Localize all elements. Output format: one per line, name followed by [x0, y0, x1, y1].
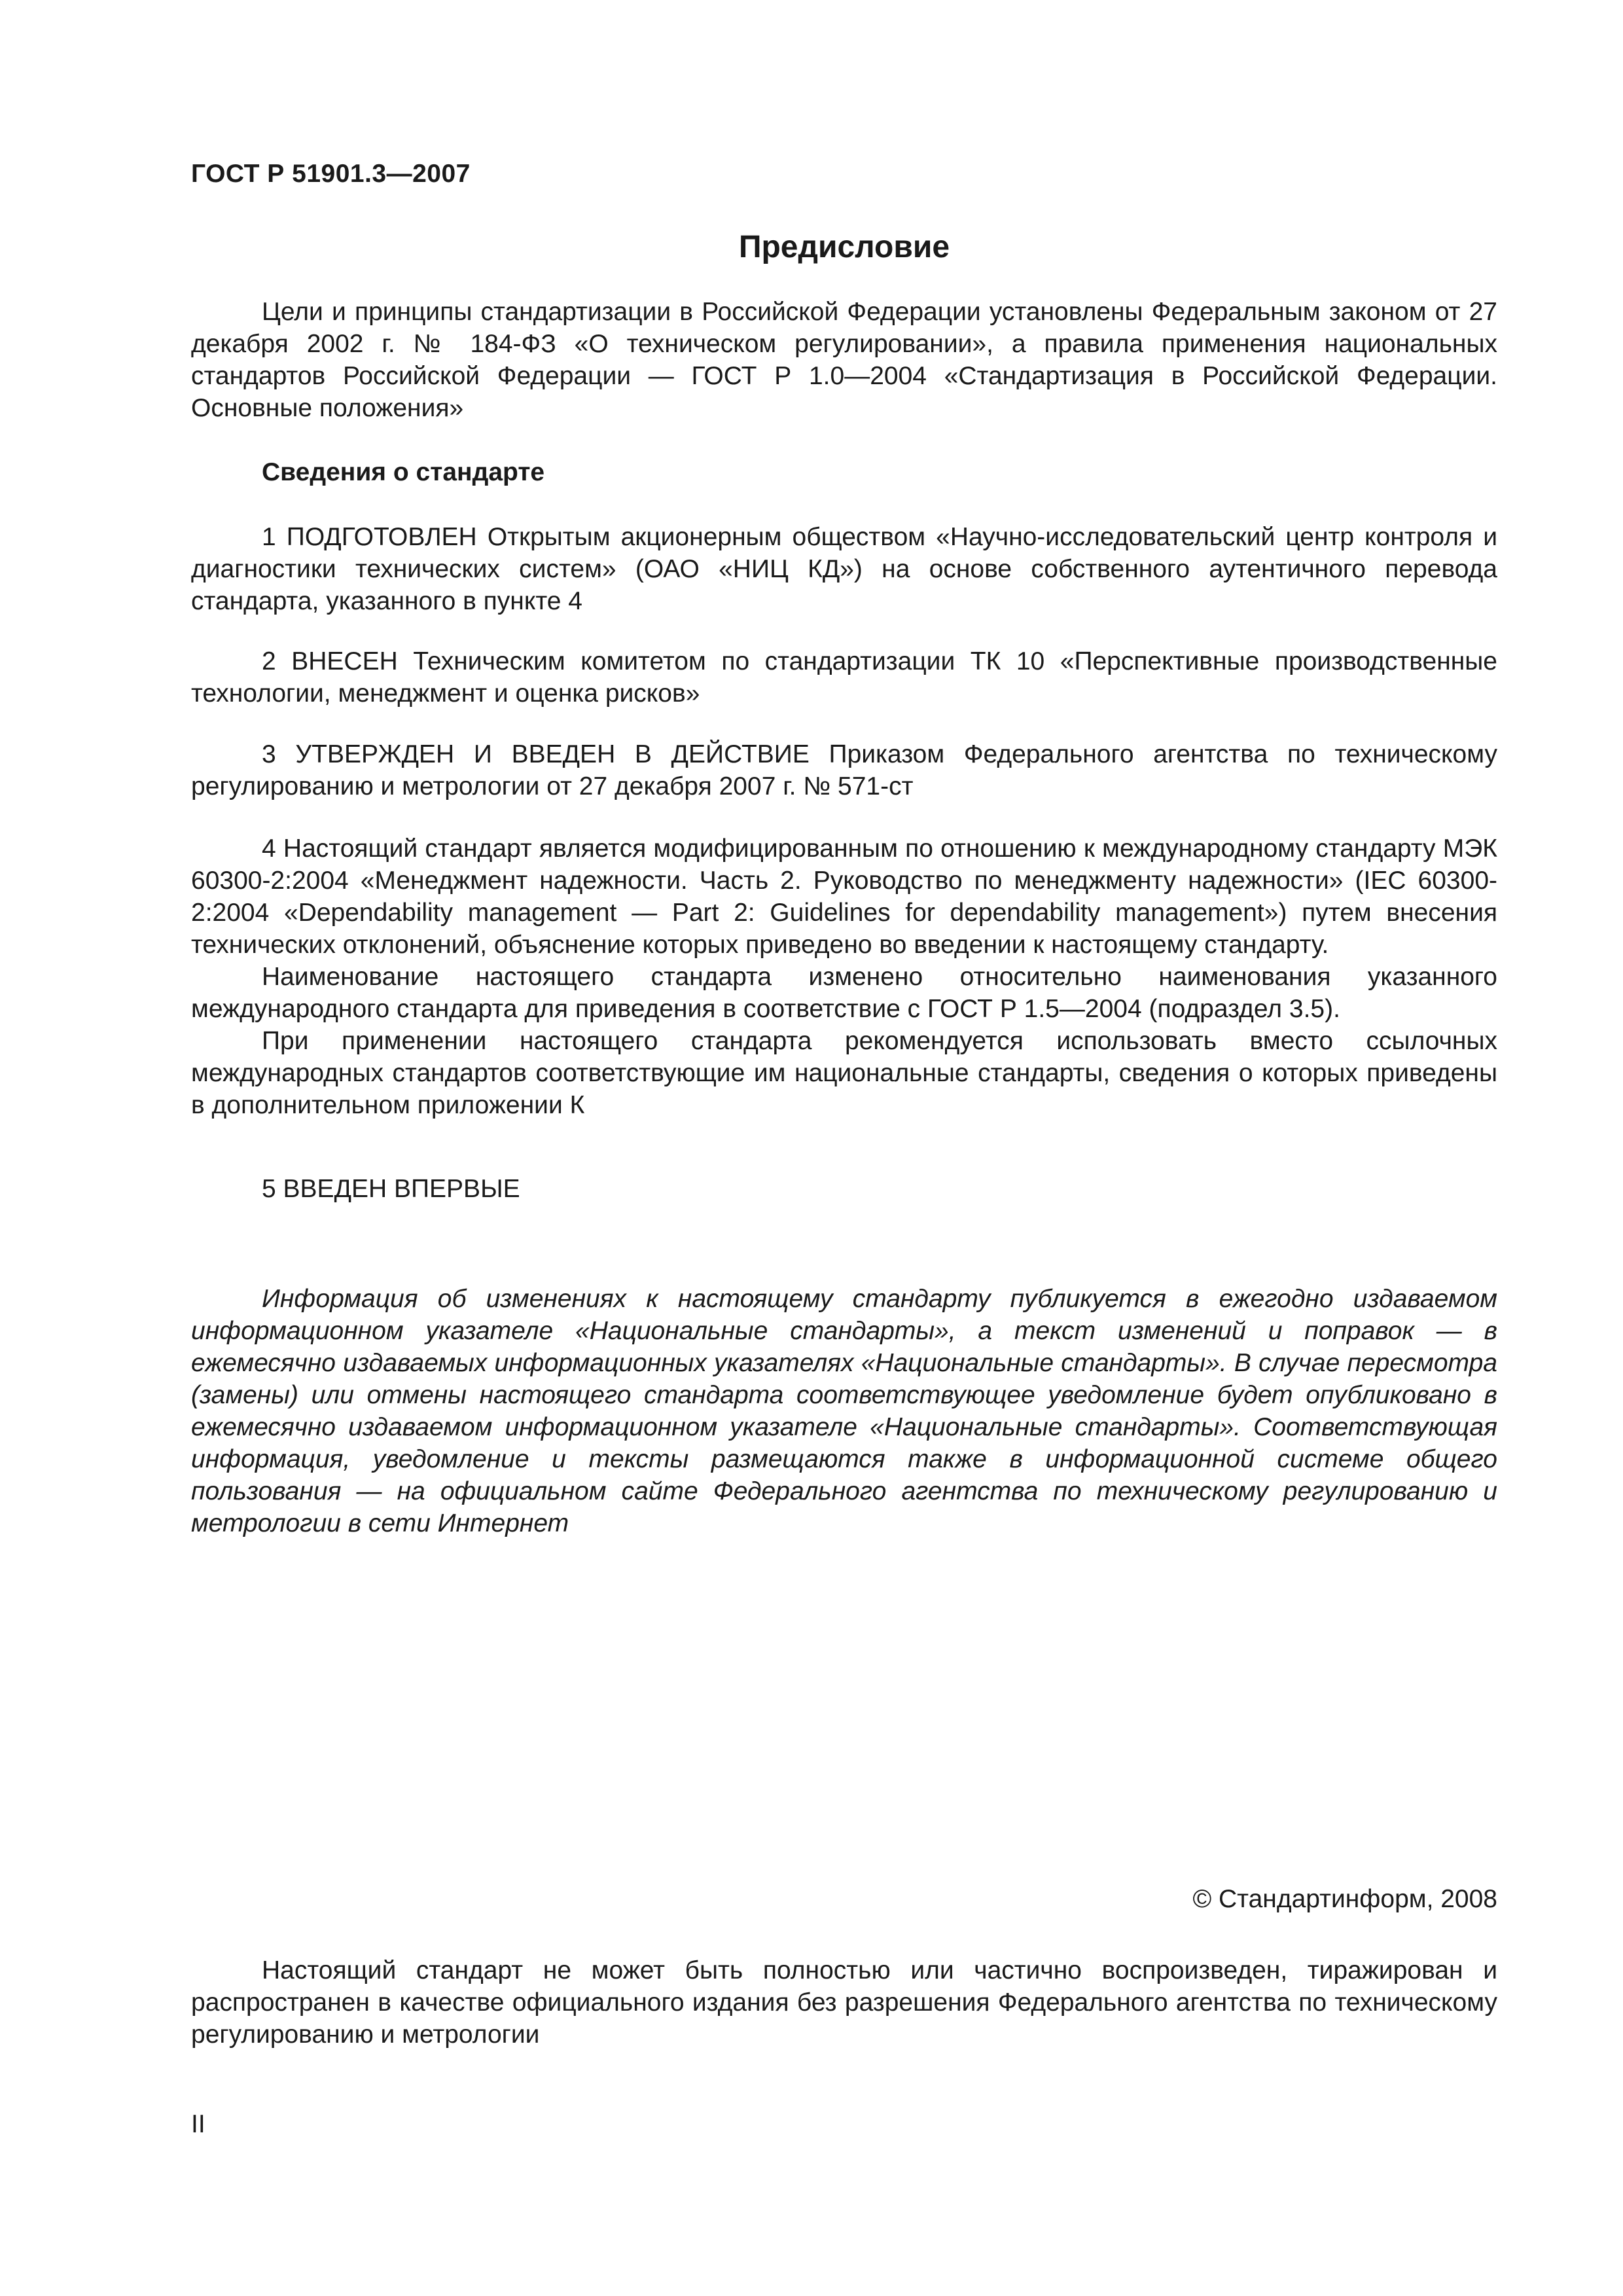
copyright-line: © Стандартинформ, 2008 [1192, 1885, 1497, 1913]
page-number: II [191, 2110, 205, 2138]
item-1: 1 ПОДГОТОВЛЕН Открытым акционерным обществом «Научно-исследовательский центр контроля и диагностики технических систем» (ОАО «НИЦ КД») на основе собственного аутентичного перевода стандарта, указанного в пункте 4 [191, 523, 1497, 615]
item-3-block [191, 738, 1497, 802]
item-2-block [191, 645, 1497, 709]
standard-info-heading: Сведения о стандарте [262, 458, 545, 486]
item-1-block [191, 521, 1497, 617]
page-title: Предисловие [738, 230, 950, 264]
reproduction-notice: Настоящий стандарт не может быть полностью или частично воспроизведен, тиражирован и распространен в качестве официального издания без разрешения Федерального агентства по техническому регулированию и метрологии [191, 1956, 1497, 2049]
intro-block [191, 296, 1497, 424]
standard-code: ГОСТ Р 51901.3—2007 [191, 160, 471, 188]
item-2: 2 ВНЕСЕН Техническим комитетом по стандартизации ТК 10 «Перспективные производственные технологии, менеджмент и оценка рисков» [191, 647, 1497, 708]
change-info-paragraph: Информация об изменениях к настоящему стандарту публикуется в ежегодно издаваемом информационном указателе «Национальные стандарты», а текст изменений и поправок — в ежемесячно издаваемых информационных указателях «Национальные стандарты». В случае пересмотра (замены) или отмены настоящего стандарта соответствующее уведомление будет опубликовано в ежемесячно издаваемом информационном указателе «Национальные стандарты». Соответствующая информация, уведомление и тексты размещаются также в информационной системе общего пользования — на официальном сайте Федерального агентства по техническому регулированию и метрологии в сети Интернет [191, 1285, 1497, 1537]
item-5: 5 ВВЕДЕН ВПЕРВЫЕ [262, 1175, 520, 1203]
change-info-notice [191, 1283, 1497, 1539]
intro-paragraph: Цели и принципы стандартизации в Российской Федерации установлены Федеральным законом от 27 декабря 2002 г. № 184-ФЗ «О техническом регулировании», а правила применения национальных стандартов Российской Федерации — ГОСТ Р 1.0—2004 «Стандартизация в Российской Федерации. Основные положения» [191, 298, 1497, 422]
item-4-usage-note: При применении настоящего стандарта рекомендуется использовать вместо ссылочных международных стандартов соответствующие им национальные стандарты, сведения о которых приведены в дополнительном приложении К [191, 1027, 1497, 1119]
item-5-block [191, 1173, 1497, 1205]
reproduction-block [191, 1954, 1497, 2051]
item-4-block [191, 833, 1497, 1121]
item-4-name-note: Наименование настоящего стандарта изменено относительно наименования указанного международного стандарта для приведения в соответствие с ГОСТ Р 1.5—2004 (подраздел 3.5). [191, 963, 1497, 1023]
item-3: 3 УТВЕРЖДЕН И ВВЕДЕН В ДЕЙСТВИЕ Приказом Федерального агентства по техническому регулированию и метрологии от 27 декабря 2007 г. № 571-ст [191, 740, 1497, 800]
item-4: 4 Настоящий стандарт является модифицированным по отношению к международному стандарту МЭК 60300-2:2004 «Менеджмент надежности. Часть 2. Руководство по менеджменту надежности» (IEC 60300-2:2004 «Dependability management — Part 2: Guidelines for dependability management») путем внесения технических отклонений, объяснение которых приведено во введении к настоящему стандарту. [191, 834, 1497, 959]
